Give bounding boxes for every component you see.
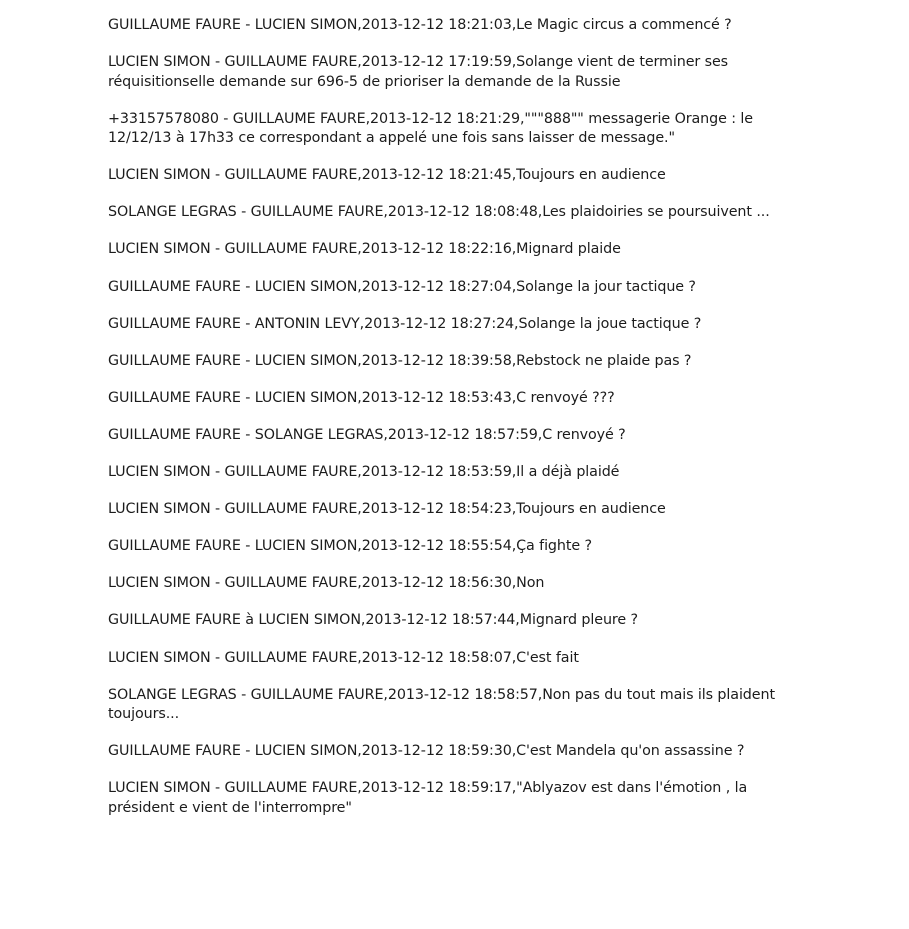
log-entry-6: LUCIEN SIMON - GUILLAUME FAURE,2013-12-12 18:22:16,Mignard plaide [108, 241, 621, 258]
log-entry-17: LUCIEN SIMON - GUILLAUME FAURE,2013-12-12 18:58:07,C'est fait [108, 649, 579, 666]
log-entry-16: GUILLAUME FAURE à LUCIEN SIMON,2013-12-12 18:57:44,Mignard pleure ? [108, 612, 638, 629]
log-entry-13: LUCIEN SIMON - GUILLAUME FAURE,2013-12-12 18:54:23,Toujours en audience [108, 501, 666, 518]
log-entry-14: GUILLAUME FAURE - LUCIEN SIMON,2013-12-12 18:55:54,Ça fighte ? [108, 538, 593, 555]
log-entry-8: GUILLAUME FAURE - ANTONIN LEVY,2013-12-12 18:27:24,Solange la joue tactique ? [108, 315, 702, 332]
log-entry-12: LUCIEN SIMON - GUILLAUME FAURE,2013-12-12 18:53:59,Il a déjà plaidé [108, 464, 620, 481]
log-entry-3: +33157578080 - GUILLAUME FAURE,2013-12-12 18:21:29,"""888"" messagerie Orange : le 12/12/13 à 17h33 ce correspondant a appelé une fois sans laisser de message." [108, 110, 753, 147]
log-entry-15: LUCIEN SIMON - GUILLAUME FAURE,2013-12-12 18:56:30,Non [108, 575, 545, 592]
log-entry-5: SOLANGE LEGRAS - GUILLAUME FAURE,2013-12-12 18:08:48,Les plaidoiries se poursuivent ... [108, 204, 770, 221]
log-entry-11: GUILLAUME FAURE - SOLANGE LEGRAS,2013-12-12 18:57:59,C renvoyé ? [108, 426, 626, 443]
log-entry-1: GUILLAUME FAURE - LUCIEN SIMON,2013-12-12 18:21:03,Le Magic circus a commencé ? [108, 17, 732, 33]
log-entry-4: LUCIEN SIMON - GUILLAUME FAURE,2013-12-12 18:21:45,Toujours en audience [108, 167, 666, 184]
log-entry-20: LUCIEN SIMON - GUILLAUME FAURE,2013-12-12 18:59:17,"Ablyazov est dans l'émotion , la président e vient de l'interrompre" [108, 780, 748, 816]
log-entry-10: GUILLAUME FAURE - LUCIEN SIMON,2013-12-12 18:53:43,C renvoyé ??? [108, 389, 615, 406]
log-entry-7: GUILLAUME FAURE - LUCIEN SIMON,2013-12-12 18:27:04,Solange la jour tactique ? [108, 278, 696, 295]
log-entry-9: GUILLAUME FAURE - LUCIEN SIMON,2013-12-12 18:39:58,Rebstock ne plaide pas ? [108, 352, 692, 369]
log-entry-18: SOLANGE LEGRAS - GUILLAUME FAURE,2013-12-12 18:58:57,Non pas du tout mais ils plaident toujours... [108, 686, 775, 723]
message-log [108, 16, 818, 836]
log-entry-19: GUILLAUME FAURE - LUCIEN SIMON,2013-12-12 18:59:30,C'est Mandela qu'on assassine ? [108, 743, 745, 760]
log-entry-2: LUCIEN SIMON - GUILLAUME FAURE,2013-12-12 17:19:59,Solange vient de terminer ses réquisitionselle demande sur 696-5 de prioriser la demande de la Russie [108, 54, 729, 90]
